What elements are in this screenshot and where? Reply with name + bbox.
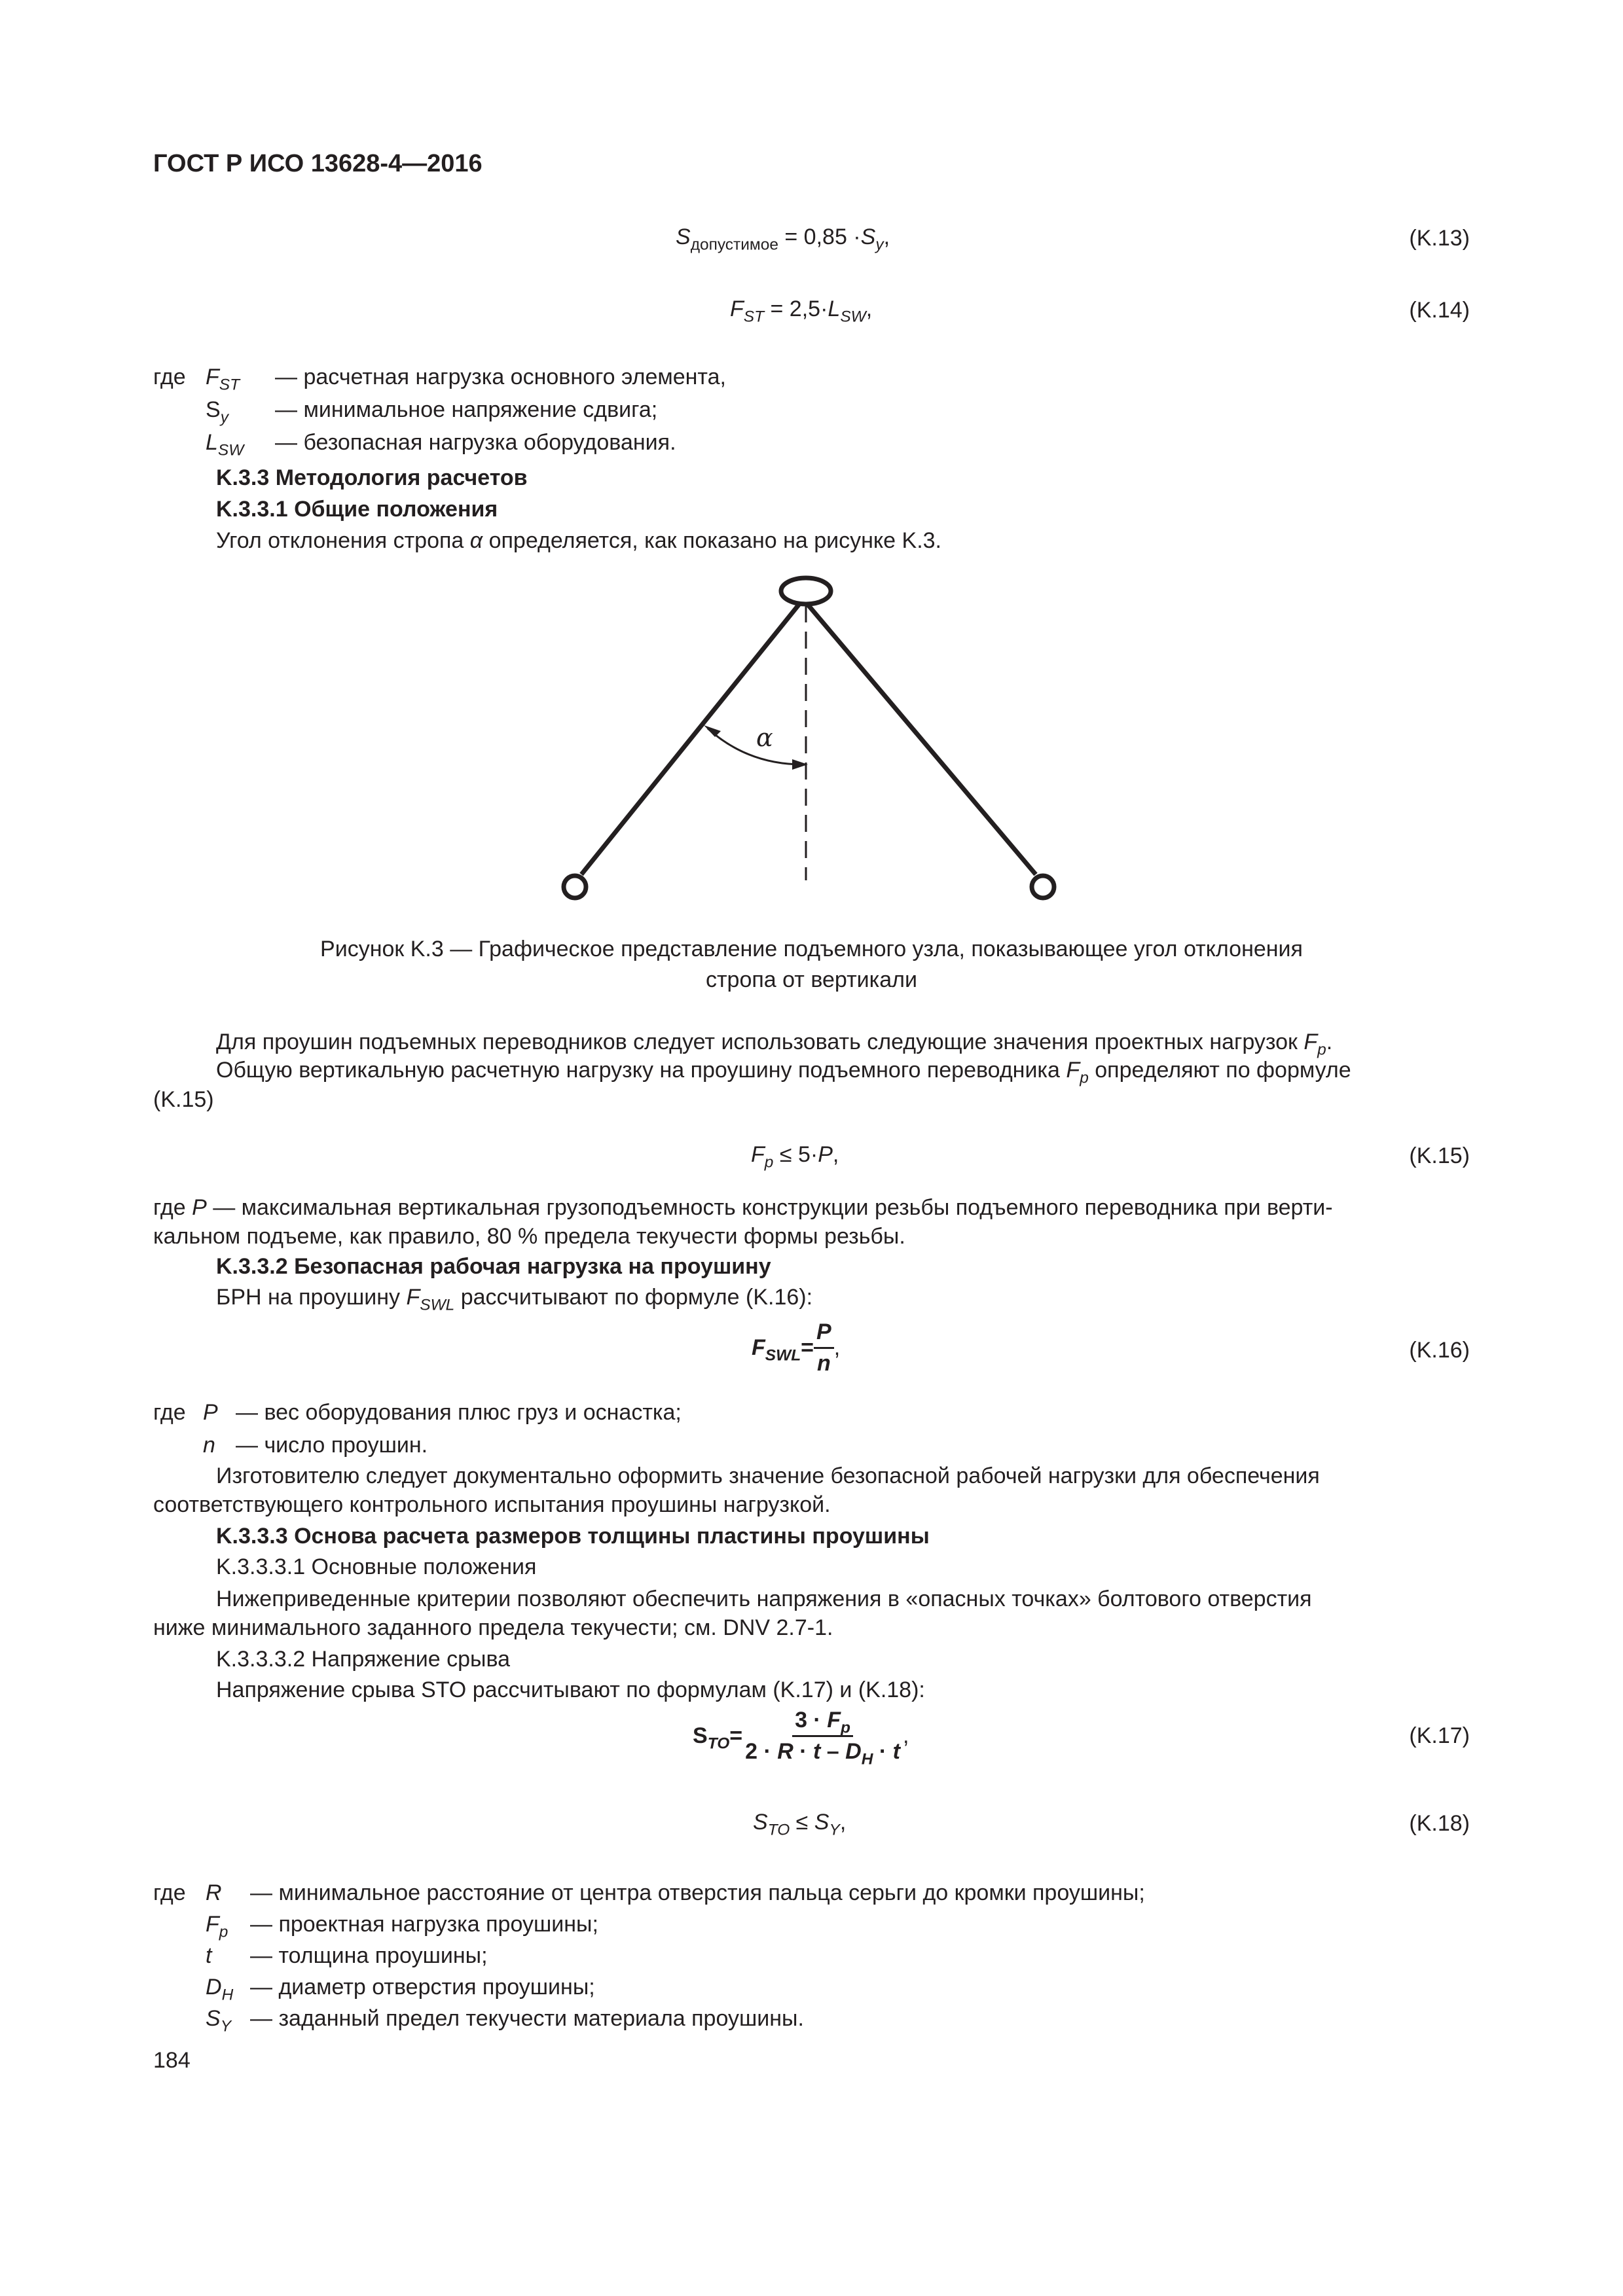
- left-eye: [564, 876, 586, 898]
- where-definition: — расчетная нагрузка основного элемента,: [275, 365, 726, 389]
- paragraph-criteria: Нижеприведенные критерии позволяют обеспечить напряжения в «опасных точках» болтового отверстия: [216, 1587, 1312, 1611]
- document-header: ГОСТ Р ИСО 13628-4—2016: [153, 150, 483, 177]
- formula-number-k13: (K.13): [1409, 226, 1470, 251]
- formula-k13: $S_{допустимое} = 0,85 \cdot S_y$,: [676, 224, 890, 254]
- alpha-label: α: [756, 723, 773, 752]
- formula-k16: $F_{SWL}$ = $\frac{P}{n}$ ,: [752, 1319, 841, 1376]
- angle-arrow-left: [704, 725, 721, 737]
- formula-number-k15: (K.15): [1409, 1143, 1470, 1168]
- paragraph-design-loads: Для проушин подъемных переводников следует использовать следующие значения проектных нагрузок $F_p$.: [216, 1030, 1333, 1059]
- figure-caption-line2: стропа от вертикали: [705, 967, 918, 992]
- formula-number-k18: (K.18): [1409, 1811, 1470, 1836]
- paragraph-manufacturer-cont: соответствующего контрольного испытания проушины нагрузкой.: [153, 1492, 831, 1517]
- where-definition: — минимальное расстояние от центра отверстия пальца серьги до кромки проушины;: [250, 1880, 1145, 1905]
- where-prefix: где: [153, 365, 186, 389]
- where-definition: — вес оборудования плюс груз и оснастка;: [236, 1400, 682, 1425]
- lifting-ring: [781, 578, 831, 604]
- section-heading-k3331: K.3.3.3.1 Основные положения: [216, 1554, 537, 1579]
- formula-number-k14: (K.14): [1409, 298, 1470, 323]
- where-symbol: n: [203, 1433, 215, 1458]
- where-definition: — минимальное напряжение сдвига;: [275, 397, 658, 422]
- where-definition: — толщина проушины;: [250, 1943, 488, 1968]
- formula-k14: $F_{ST} = 2,5\cdot L_{SW}$,: [730, 296, 873, 326]
- where-symbol: $D_H$: [206, 1975, 234, 2004]
- section-heading-k331: K.3.3.1 Общие положения: [216, 497, 498, 522]
- paragraph-angle: Угол отклонения стропа α определяется, как показано на рисунке K.3.: [216, 528, 941, 553]
- formula-k15: $F_p \le 5\cdot P$,: [751, 1142, 839, 1172]
- paragraph-criteria-cont: ниже минимального заданного предела текучести; см. DNV 2.7-1.: [153, 1615, 833, 1640]
- where-symbol: t: [206, 1943, 212, 1968]
- where-symbol: $F_p$: [206, 1912, 228, 1941]
- paragraph-sto: Напряжение срыва STO рассчитывают по формулам (K.17) и (K.18):: [216, 1677, 925, 1702]
- paragraph-manufacturer: Изготовителю следует документально оформить значение безопасной рабочей нагрузки для обеспечения: [216, 1463, 1320, 1488]
- where-prefix: где: [153, 1880, 186, 1905]
- formula-k17: $S_{TO}$ = $\frac{3 \cdot F_p}{2 \cdot R \cdot t - D_H \cdot t}$ ,: [693, 1708, 909, 1768]
- right-sling-line: [808, 605, 1036, 874]
- page-number: 184: [153, 2048, 191, 2073]
- section-heading-k3332: K.3.3.3.2 Напряжение срыва: [216, 1647, 511, 1672]
- section-heading-k332: K.3.3.2 Безопасная рабочая нагрузка на проушину: [216, 1254, 771, 1279]
- where-definition: — число проушин.: [236, 1433, 428, 1458]
- section-heading-k333: K.3.3.3 Основа расчета размеров толщины пластины проушины: [216, 1524, 930, 1549]
- paragraph-where-p-cont: кальном подъеме, как правило, 80 % предела текучести формы резьбы.: [153, 1224, 905, 1249]
- where-symbol: $L_{SW}$: [206, 430, 244, 459]
- right-eye: [1032, 876, 1054, 898]
- where-symbol: $S_Y$: [206, 2006, 232, 2036]
- section-heading-k33: K.3.3 Методология расчетов: [216, 465, 528, 490]
- where-symbol: $S_y$: [206, 397, 228, 427]
- where-definition: — проектная нагрузка проушины;: [250, 1912, 598, 1937]
- figure-caption-line1: Рисунок K.3 — Графическое представление подъемного узла, показывающее угол отклонения: [320, 937, 1303, 961]
- where-definition: — безопасная нагрузка оборудования.: [275, 430, 676, 455]
- paragraph-where-p: где P — максимальная вертикальная грузоподъемность конструкции резьбы подъемного переводника при верти-: [153, 1195, 1333, 1220]
- where-prefix: где: [153, 1400, 186, 1425]
- paragraph-vertical-load-ref: (K.15): [153, 1087, 214, 1112]
- where-symbol: $F_{ST}$: [206, 365, 240, 394]
- paragraph-vertical-load: Общую вертикальную расчетную нагрузку на проушину подъемного переводника $F_p$ определяют по формуле: [216, 1058, 1351, 1087]
- formula-number-k17: (K.17): [1409, 1723, 1470, 1748]
- where-symbol: R: [206, 1880, 222, 1905]
- angle-arc: [708, 728, 803, 764]
- where-symbol: P: [203, 1400, 218, 1425]
- formula-k18: $S_{TO} \le S_Y$,: [753, 1810, 847, 1839]
- where-definition: — заданный предел текучести материала проушины.: [250, 2006, 804, 2031]
- paragraph-brn: БРН на проушину $F_{SWL}$ рассчитывают по формуле (K.16):: [216, 1285, 813, 1314]
- formula-number-k16: (K.16): [1409, 1338, 1470, 1363]
- where-definition: — диаметр отверстия проушины;: [250, 1975, 595, 2000]
